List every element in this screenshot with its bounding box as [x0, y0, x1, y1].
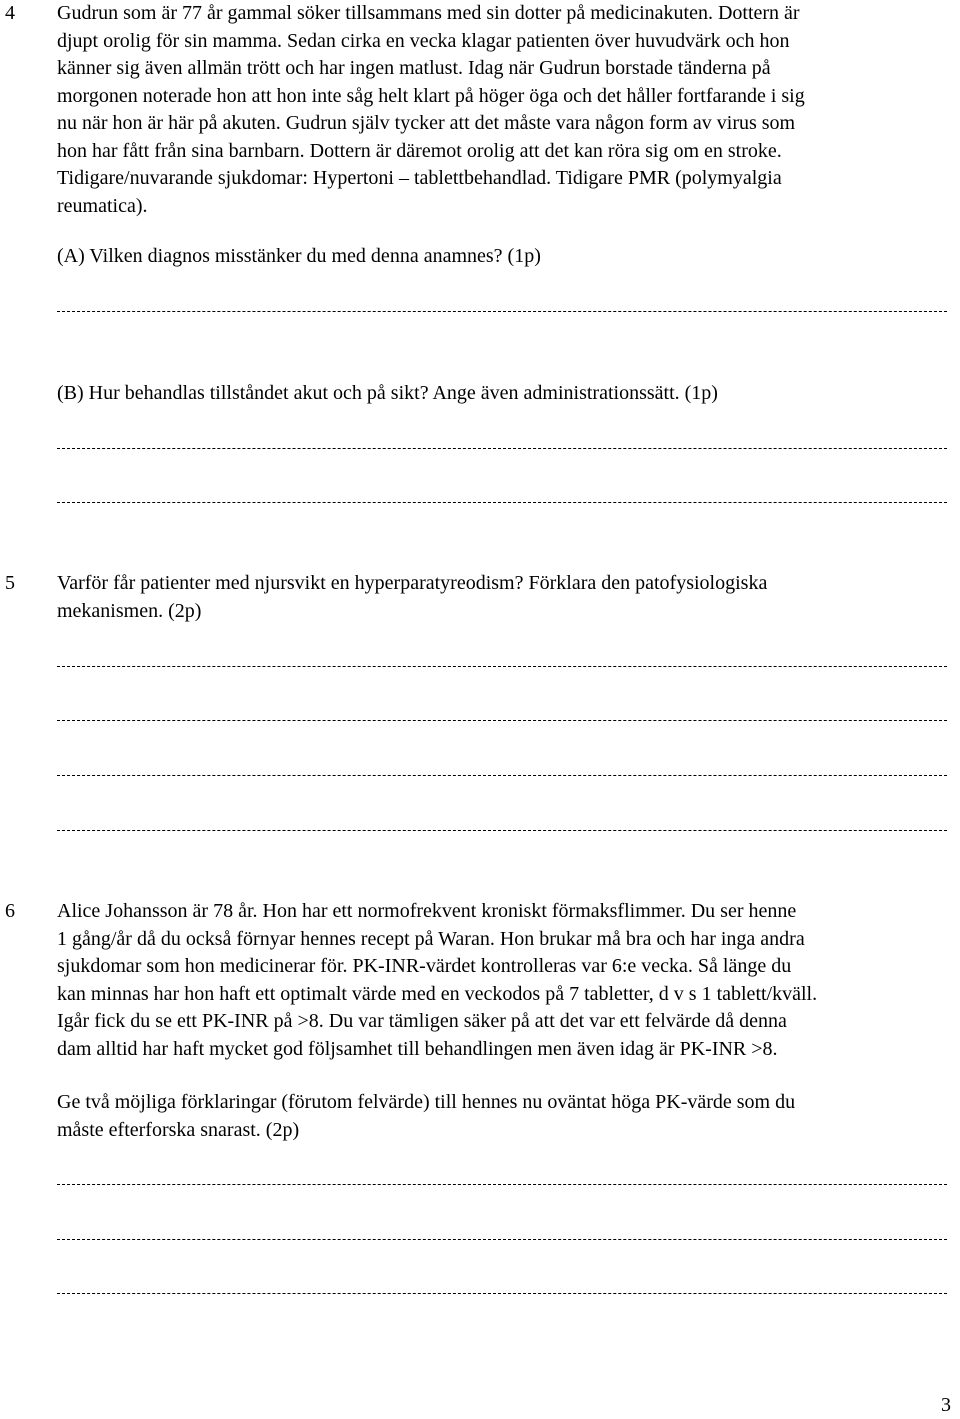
text-line: Varför får patienter med njursvikt en hyperparatyreodism? Förklara den patofysiologiska	[57, 572, 768, 594]
text-line: reumatica).	[57, 194, 148, 217]
text-line: Ge två möjliga förklaringar (förutom felvärde) till hennes nu oväntat höga PK-värde som du	[57, 1091, 796, 1113]
page-number: 3	[941, 1394, 951, 1416]
text-line: Gudrun som är 77 år gammal söker tillsammans med sin dotter på medicinakuten. Dottern är	[57, 2, 800, 24]
question-number-5: 5	[5, 572, 15, 594]
answer-line[interactable]	[57, 1239, 947, 1240]
answer-line[interactable]	[57, 448, 947, 449]
text-line: hon har fått från sina barnbarn. Dottern är däremot orolig att det kan röra sig om en stroke.	[57, 139, 782, 162]
text-line: Alice Johansson är 78 år. Hon har ett normofrekvent kroniskt förmaksflimmer. Du ser henne	[57, 900, 797, 922]
text-line: måste efterforska snarast. (2p)	[57, 1118, 300, 1141]
question-4b-prompt	[57, 380, 957, 408]
text-line: nu när hon är här på akuten. Gudrun själv tycker att det måste vara någon form av virus som	[57, 112, 796, 134]
text-line: Tidigare/nuvarande sjukdomar: Hypertoni – tablettbehandlad. Tidigare PMR (polymyalgia	[57, 167, 782, 189]
answer-line[interactable]	[57, 1184, 947, 1185]
question-number-4: 4	[5, 2, 15, 24]
answer-line[interactable]	[57, 830, 947, 831]
text-line: 1 gång/år då du också förnyar hennes recept på Waran. Hon brukar må bra och har inga andra	[57, 927, 805, 950]
text-line: sjukdomar som hon medicinerar för. PK-INR-värdet kontrolleras var 6:e vecka. Så länge du	[57, 955, 792, 977]
question-4a-prompt	[57, 243, 957, 271]
text-line: dam alltid har haft mycket god följsamhet till behandlingen men även idag är PK-INR >8.	[57, 1037, 778, 1060]
text-line: Igår fick du se ett PK-INR på >8. Du var tämligen säker på att det var ett felvärde då denna	[57, 1010, 787, 1032]
answer-line[interactable]	[57, 311, 947, 312]
text-line: morgonen noterade hon att hon inte såg helt klart på höger öga och det håller fortfarande i sig	[57, 84, 805, 107]
text-line: (A) Vilken diagnos misstänker du med denna anamnes? (1p)	[57, 245, 541, 267]
question-6-prompt	[57, 1089, 957, 1144]
question-5-text	[57, 570, 957, 625]
text-line: känner sig även allmän trött och har ingen matlust. Idag när Gudrun borstade tänderna på	[57, 57, 771, 79]
answer-line[interactable]	[57, 502, 947, 503]
answer-line[interactable]	[57, 720, 947, 721]
text-line: mekanismen. (2p)	[57, 599, 202, 622]
question-4-text	[57, 0, 957, 220]
question-6-text	[57, 898, 957, 1063]
answer-line[interactable]	[57, 666, 947, 667]
answer-line[interactable]	[57, 1293, 947, 1294]
question-number-6: 6	[5, 900, 15, 922]
text-line: kan minnas har hon haft ett optimalt värde med en veckodos på 7 tabletter, d v s 1 tablett/kväll.	[57, 982, 818, 1005]
answer-line[interactable]	[57, 775, 947, 776]
text-line: djupt orolig för sin mamma. Sedan cirka en vecka klagar patienten över huvudvärk och hon	[57, 29, 790, 52]
text-line: (B) Hur behandlas tillståndet akut och på sikt? Ange även administrationssätt. (1p)	[57, 382, 718, 404]
